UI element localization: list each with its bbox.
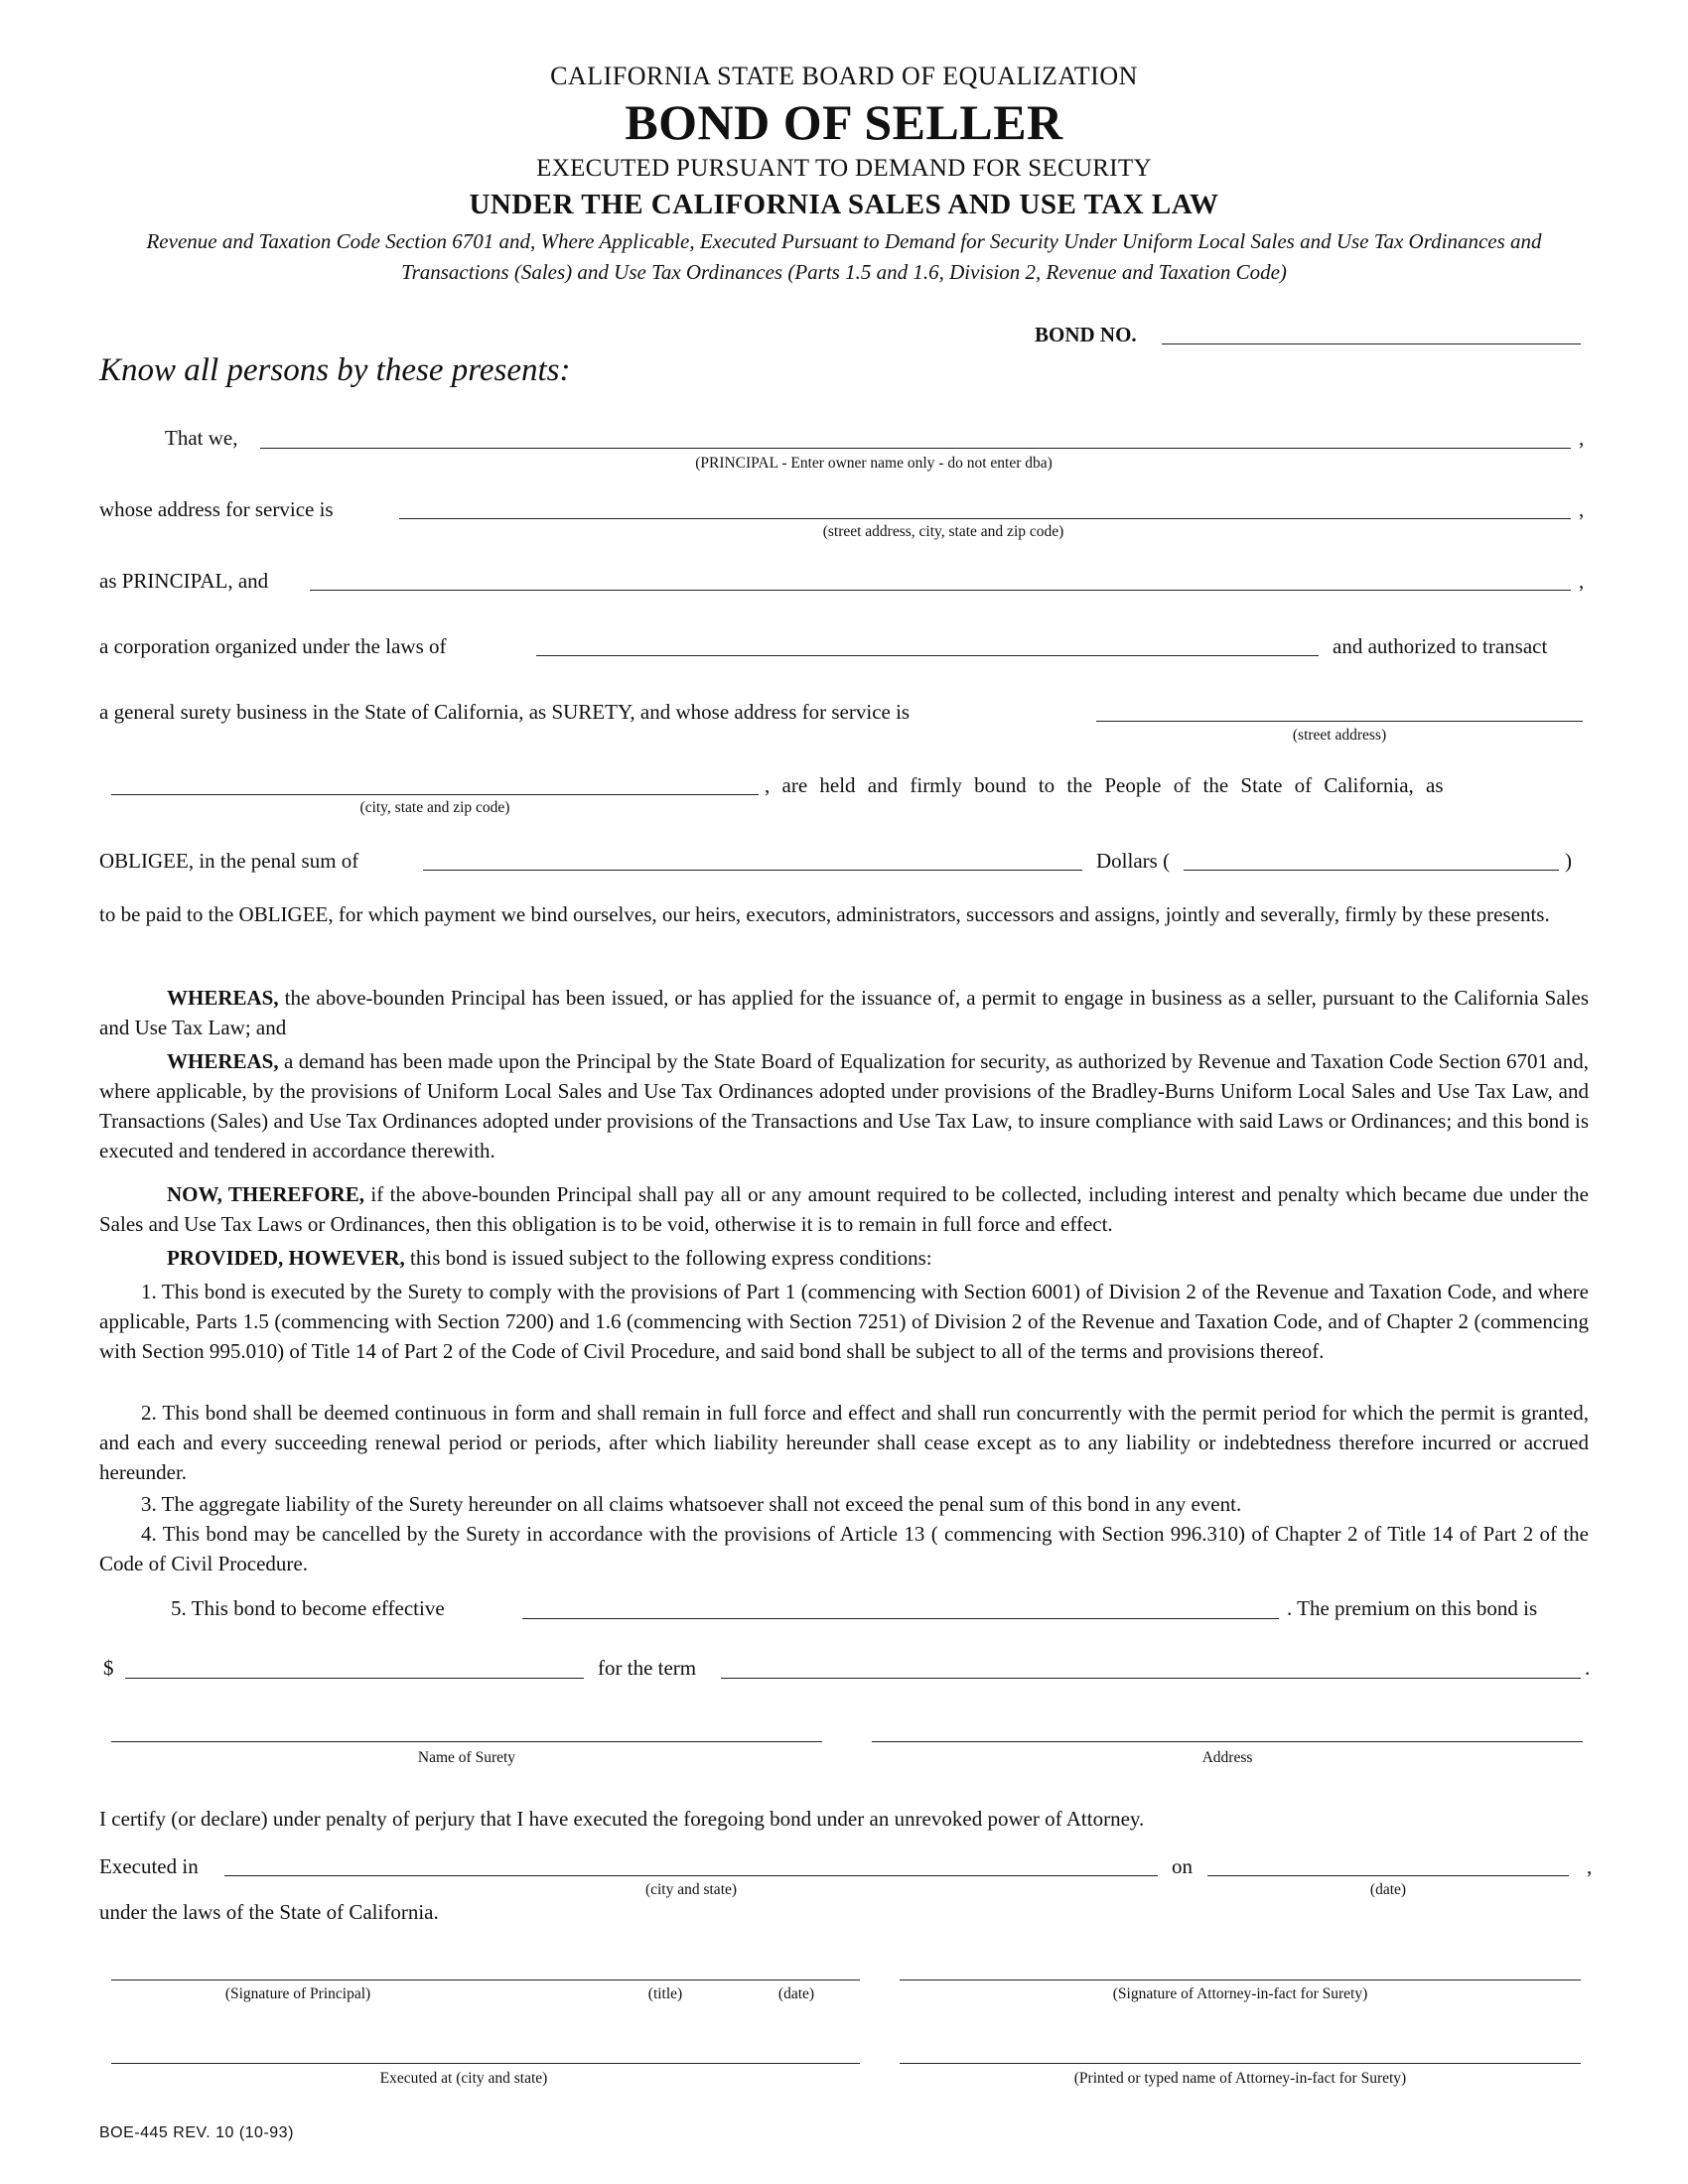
surety-address-signature-field[interactable]: [872, 1741, 1583, 1742]
intro-heading: Know all persons by these presents:: [99, 352, 571, 388]
executed-at-caption: Executed at (city and state): [379, 2070, 548, 2087]
signature-of-attorney-caption: (Signature of Attorney-in-fact for Surety): [1112, 1985, 1368, 2002]
executed-in-field[interactable]: [224, 1875, 1158, 1876]
whereas-text: a demand has been made upon the Principal by the State Board of Equalization for security, as authorized by Revenue and Taxation Code Section 6701 and, where applicable, by the provisions of Uniform Local Sales and Use Tax Ordinances adopted under provisions of the Bradley-Burns Uniform Local Sales and Use Tax Law, and Transactions (Sales) and Use Tax Ordinances adopted under provisions of the Transactions and Use Tax Law, to insure compliance with said Laws or Ordinances; and this bond is executed and tendered in accordance therewith.: [99, 1049, 1589, 1162]
as-principal-label: as PRINCIPAL, and: [99, 569, 269, 593]
certify-text: I certify (or declare) under penalty of perjury that I have executed the foregoing bond under an unrevoked power of Attorney.: [99, 1807, 1145, 1831]
payment-paragraph: to be paid to the OBLIGEE, for which payment we bind ourselves, our heirs, executors, administrators, successors and assigns, jointly and severally, firmly by these presents.: [99, 902, 1550, 926]
comma: ,: [1579, 426, 1585, 450]
obligee-label: OBLIGEE, in the penal sum of: [99, 849, 359, 873]
period: .: [1585, 1656, 1591, 1680]
code-citation: Revenue and Taxation Code Section 6701 and, Where Applicable, Executed Pursuant to Demand for Security Under Uniform Local Sales and Use Tax Ordinances and Transactions (Sales) and Use Tax Ordinances (Parts 1.5 and 1.6, Division 2, Revenue and Taxation Code): [146, 229, 1542, 284]
city-caption: (city, state and zip code): [359, 799, 510, 816]
form-subtitle-2: UNDER THE CALIFORNIA SALES AND USE TAX LAW: [469, 189, 1219, 220]
premium-amount-field[interactable]: [125, 1678, 584, 1679]
corporation-label: a corporation organized under the laws of: [99, 634, 447, 658]
whereas-lead: WHEREAS,: [167, 986, 279, 1010]
executed-in-label: Executed in: [99, 1854, 199, 1878]
on-label: on: [1172, 1854, 1193, 1878]
printed-name-caption: (Printed or typed name of Attorney-in-fact for Surety): [1073, 2070, 1407, 2087]
address-caption: (street address, city, state and zip code): [822, 523, 1064, 540]
surety-street-field[interactable]: [1096, 721, 1583, 722]
provided-text: this bond is issued subject to the following express conditions:: [404, 1246, 932, 1270]
principal-signature-field[interactable]: [111, 1979, 860, 1980]
attorney-signature-field[interactable]: [900, 1979, 1581, 1980]
address-label: whose address for service is: [99, 497, 334, 521]
comma: ,: [1587, 1854, 1593, 1878]
whereas-text: the above-bounden Principal has been issued, or has applied for the issuance of, a permit to engage in business as a seller, pursuant to the California Sales and Use Tax Law; and: [99, 986, 1589, 1039]
form-title: BOND OF SELLER: [625, 94, 1063, 150]
laws-text: under the laws of the State of California.: [99, 1900, 439, 1924]
condition-4: 4. This bond may be cancelled by the Surety in accordance with the provisions of Article 13 ( commencing with Section 996.310) of Chapter 2 of Title 14 of Part 2 of the Code of Civil Procedure.: [99, 1522, 1589, 1575]
surety-name-field[interactable]: [310, 590, 1571, 591]
whereas-paragraph-1: [99, 983, 1589, 1042]
attorney-printed-name-field[interactable]: [900, 2063, 1581, 2064]
executed-at-field[interactable]: [111, 2063, 860, 2064]
penal-sum-amount-field[interactable]: [1184, 870, 1559, 871]
principal-name-field[interactable]: [260, 448, 1571, 449]
comma: ,: [1579, 569, 1585, 593]
principal-caption: (PRINCIPAL - Enter owner name only - do not enter dba): [695, 455, 1053, 472]
street-caption: (street address): [1292, 727, 1387, 744]
effective-date-field[interactable]: [522, 1618, 1279, 1619]
surety-business-text: a general surety business in the State of California, as SURETY, and whose address for service is: [99, 700, 911, 724]
name-of-surety-caption: Name of Surety: [417, 1749, 516, 1766]
effective-label: 5. This bond to become effective: [171, 1596, 445, 1620]
condition-1: 1. This bond is executed by the Surety to comply with the provisions of Part 1 (commencing with Section 6001) of Division 2 of the Revenue and Taxation Code, and where applicable, Parts 1.5 (commencing with Section 7200) and 1.6 (commencing with Section 7251) of Division 2 of the Revenue and Taxation Code, and of Chapter 2 (commencing with Section 995.010) of Title 14 of Part 2 of the Code of Civil Procedure, and said bond shall be subject to all of the terms and provisions thereof.: [99, 1280, 1589, 1363]
execution-date-field[interactable]: [1207, 1875, 1569, 1876]
close-paren: ): [1565, 849, 1572, 873]
held-bound-text: , are held and firmly bound to the People of the State of California, as: [765, 773, 1444, 797]
now-therefore-lead: NOW, THEREFORE,: [167, 1182, 364, 1206]
date-caption: (date): [777, 1985, 815, 2002]
term-label: for the term: [598, 1656, 697, 1680]
condition-3: 3. The aggregate liability of the Surety hereunder on all claims whatsoever shall not exceed the penal sum of this bond in any event.: [141, 1492, 1242, 1516]
whereas-lead: WHEREAS,: [167, 1049, 279, 1073]
dollar-sign: $: [103, 1656, 114, 1680]
bond-no-field[interactable]: [1162, 343, 1581, 344]
penal-sum-words-field[interactable]: [423, 870, 1082, 871]
provided-paragraph: [99, 1243, 1589, 1273]
that-we-label: That we,: [165, 426, 238, 450]
surety-name-signature-field[interactable]: [111, 1741, 822, 1742]
state-of-incorporation-field[interactable]: [536, 655, 1319, 656]
title-caption: (title): [647, 1985, 683, 2002]
address-caption: Address: [1201, 1749, 1253, 1766]
now-therefore-text: if the above-bounden Principal shall pay all or any amount required to be collected, including interest and penalty which became due under the Sales and Use Tax Laws or Ordinances, then this obligation is to be void, otherwise it is to remain in full force and effect.: [99, 1182, 1589, 1236]
surety-city-field[interactable]: [111, 794, 759, 795]
bond-no-label: BOND NO.: [1035, 323, 1137, 346]
form-subtitle-1: EXECUTED PURSUANT TO DEMAND FOR SECURITY: [536, 155, 1152, 182]
term-field[interactable]: [721, 1678, 1581, 1679]
city-state-caption: (city and state): [644, 1881, 738, 1898]
comma: ,: [1579, 497, 1585, 521]
whereas-paragraph-2: [99, 1046, 1589, 1165]
form-id: BOE-445 REV. 10 (10-93): [99, 2124, 294, 2141]
provided-lead: PROVIDED, HOWEVER,: [167, 1246, 405, 1270]
now-therefore-paragraph: [99, 1179, 1589, 1239]
premium-label: . The premium on this bond is: [1287, 1596, 1538, 1620]
condition-2: 2. This bond shall be deemed continuous in form and shall remain in full force and effect and shall run concurrently with the permit period for which the permit is granted, and each and every succeeding renewal period or periods, after which liability hereunder shall cease except as to any liability or indebtedness therefore incurred or accrued hereunder.: [99, 1401, 1589, 1484]
principal-address-field[interactable]: [399, 518, 1571, 519]
date-caption: (date): [1369, 1881, 1407, 1898]
dollars-label: Dollars (: [1096, 849, 1171, 873]
authorized-label: and authorized to transact: [1333, 634, 1548, 658]
agency-name: CALIFORNIA STATE BOARD OF EQUALIZATION: [550, 62, 1138, 90]
signature-of-principal-caption: (Signature of Principal): [224, 1985, 371, 2002]
